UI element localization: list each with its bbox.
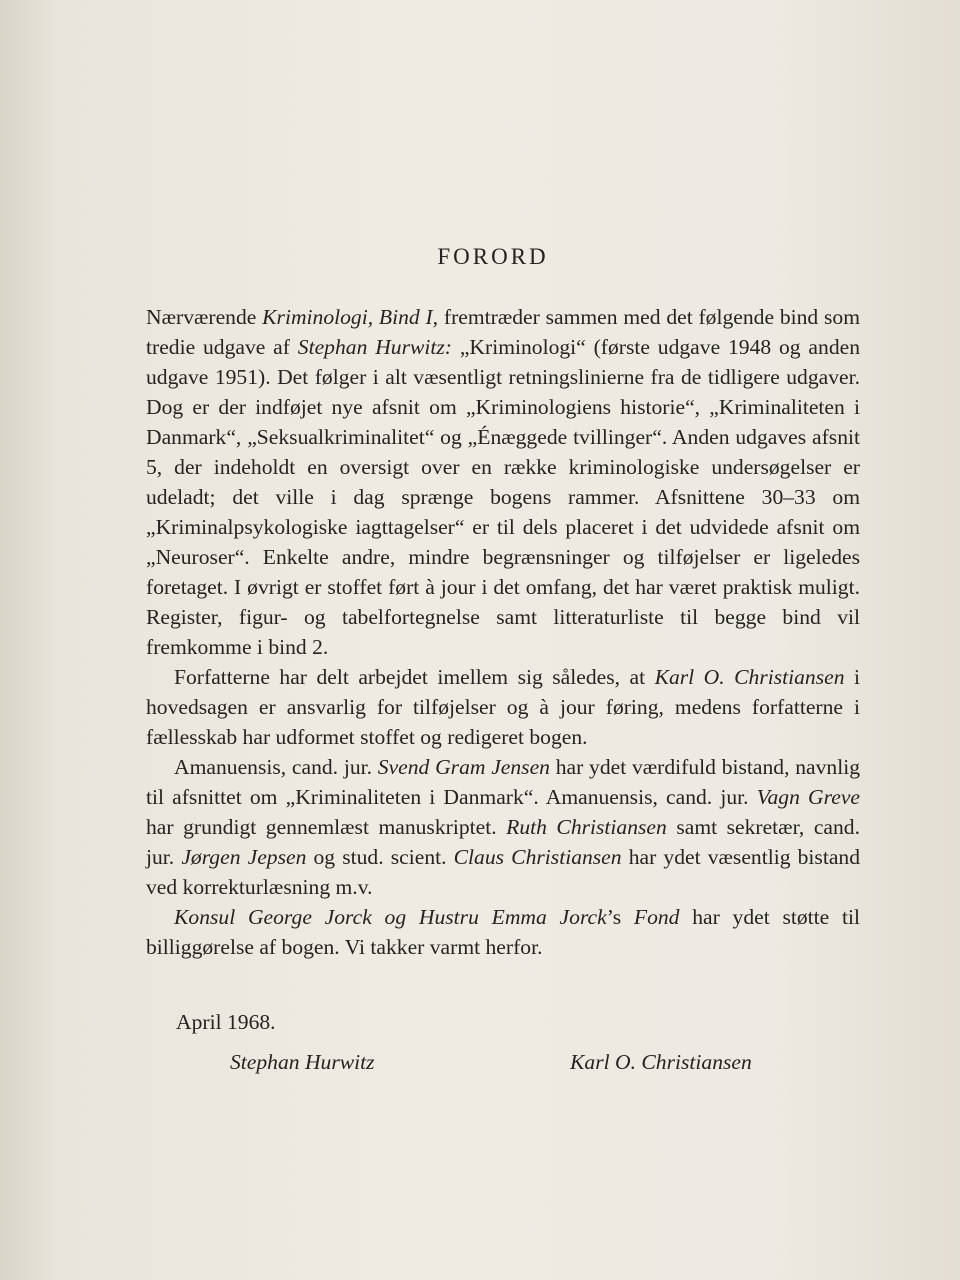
text-run: har grundigt gennemlæst manuskriptet. bbox=[146, 815, 507, 839]
italic-person-name: Jørgen Jepsen bbox=[181, 845, 307, 869]
text-run: i hovedsagen er ansvarlig for tilføjelser og à jour føring, medens forfatterne i fællesskab har udformet stoffet og redigeret bogen. bbox=[146, 665, 860, 749]
paragraph-1 bbox=[146, 302, 860, 662]
foreword-body bbox=[146, 302, 860, 962]
paragraph-4 bbox=[146, 902, 860, 962]
text-run: ’s bbox=[606, 905, 634, 929]
signature-left: Stephan Hurwitz bbox=[230, 1050, 375, 1074]
italic-book-title: Kriminologi, Bind I, bbox=[262, 305, 439, 329]
text-run: fremtræder sammen med det følgende bind som tredie udgave af bbox=[146, 305, 861, 359]
text-run: Amanuensis, cand. jur. bbox=[174, 755, 378, 779]
date-line: April 1968. bbox=[176, 1010, 276, 1034]
paragraph-3 bbox=[146, 752, 860, 902]
italic-fund-name: Fond bbox=[633, 905, 680, 929]
page-title: FORORD bbox=[437, 244, 549, 269]
paragraph-2 bbox=[146, 662, 860, 752]
text-run: har ydet værdifuld bistand, navnlig til afsnittet om „Kriminaliteten i Danmark“. Amanuensis, cand. jur. bbox=[146, 755, 860, 809]
signature-right: Karl O. Christiansen bbox=[570, 1050, 752, 1074]
text-run: Forfatterne har delt arbejdet imellem sig således, at bbox=[174, 665, 655, 689]
text-run: samt sekretær, cand. jur. bbox=[146, 815, 860, 869]
text-run: har ydet væsentlig bistand ved korrekturlæsning m.v. bbox=[146, 845, 860, 899]
italic-person-name: Ruth Christiansen bbox=[506, 815, 667, 839]
italic-author-name: Stephan Hurwitz: bbox=[297, 335, 452, 359]
italic-person-name: Karl O. Christiansen bbox=[654, 665, 845, 689]
italic-person-name: Claus Christiansen bbox=[453, 845, 622, 869]
text-run: Nærværende bbox=[146, 305, 263, 329]
italic-person-name: Vagn Greve bbox=[756, 785, 860, 809]
italic-person-name: Konsul George Jorck og Hustru Emma Jorck bbox=[174, 905, 607, 929]
text-run: „Kriminologi“ (første udgave 1948 og anden udgave 1951). Det følger i alt væsentligt retningslinierne fra de tidligere udgaver. Dog er der indføjet nye afsnit om „Kriminologiens historie“, „Kriminaliteten i Danmark“, „Seksualkriminalitet“ og „Énæggede tvillinger“. Anden udgaves afsnit 5, der indeholdt en oversigt over en række kriminologiske undersøgelser er udeladt; det ville i dag sprænge bogens rammer. Afsnittene 30–33 om „Kriminalpsykologiske iagttagelser“ er til dels placeret i det udvidede afsnit om „Neuroser“. Enkelte andre, mindre begrænsninger og tilføjelser er ligeledes foretaget. I øvrigt er stoffet ført à jour i det omfang, det har været praktisk muligt. Register, figur- og tabelfortegnelse samt litteraturliste til begge bind vil fremkomme i bind 2. bbox=[146, 335, 860, 659]
text-run: har ydet støtte til billiggørelse af bogen. Vi takker varmt herfor. bbox=[146, 905, 860, 959]
text-run: og stud. scient. bbox=[306, 845, 454, 869]
italic-person-name: Svend Gram Jensen bbox=[377, 755, 550, 779]
